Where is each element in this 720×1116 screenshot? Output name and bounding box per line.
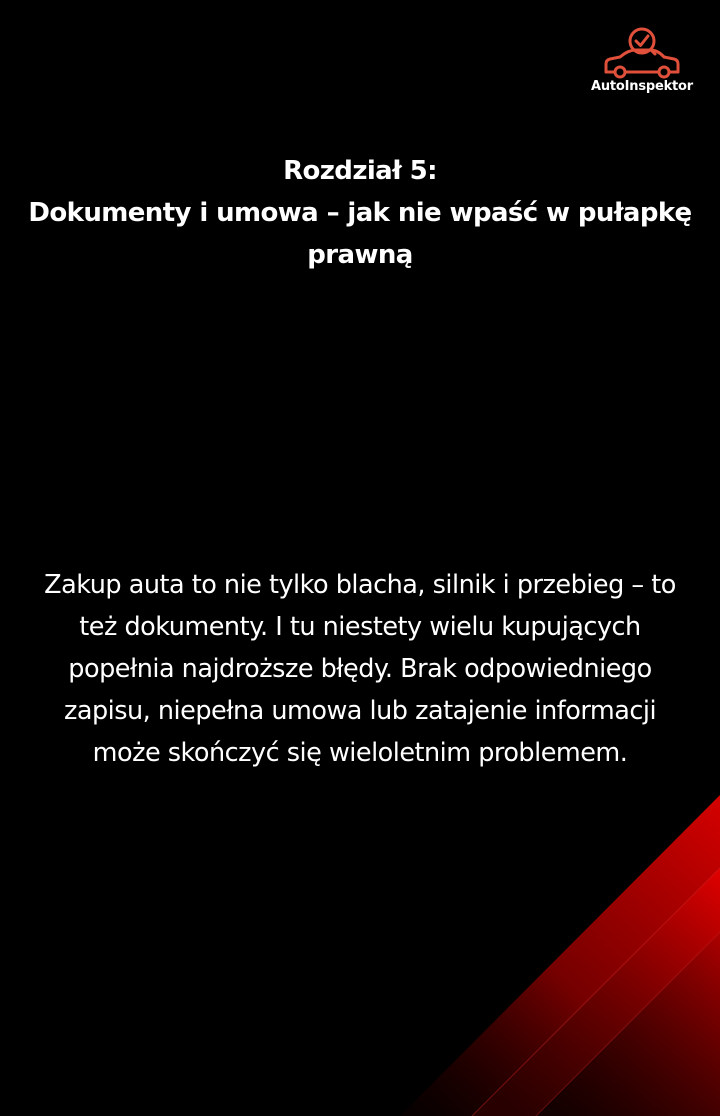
- stripe-band-2: [472, 868, 720, 1116]
- paragraph-line: popełnia najdroższe błędy. Brak odpowiedniego: [68, 654, 652, 684]
- stripe-band-3: [536, 932, 720, 1116]
- chapter-number: Rozdział 5:: [283, 156, 437, 186]
- intro-paragraph: [0, 564, 720, 774]
- brand-logo: [584, 24, 700, 100]
- chapter-title-line-1: Dokumenty i umowa – jak nie wpaść w pułapkę: [28, 198, 692, 228]
- paragraph-line: też dokumenty. I tu niestety wielu kupujących: [79, 612, 641, 642]
- chapter-title-line-2: prawną: [307, 240, 413, 270]
- chapter-heading: [0, 150, 720, 276]
- paragraph-line: może skończyć się wieloletnim problemem.: [92, 738, 628, 768]
- paragraph-line: zapisu, niepełna umowa lub zatajenie informacji: [63, 696, 657, 726]
- stripe-band-1: [400, 795, 720, 1116]
- car-checkmark-logo-icon: [598, 24, 686, 82]
- brand-name: AutoInspektor: [590, 79, 694, 94]
- paragraph-line: Zakup auta to nie tylko blacha, silnik i przebieg – to: [44, 570, 676, 600]
